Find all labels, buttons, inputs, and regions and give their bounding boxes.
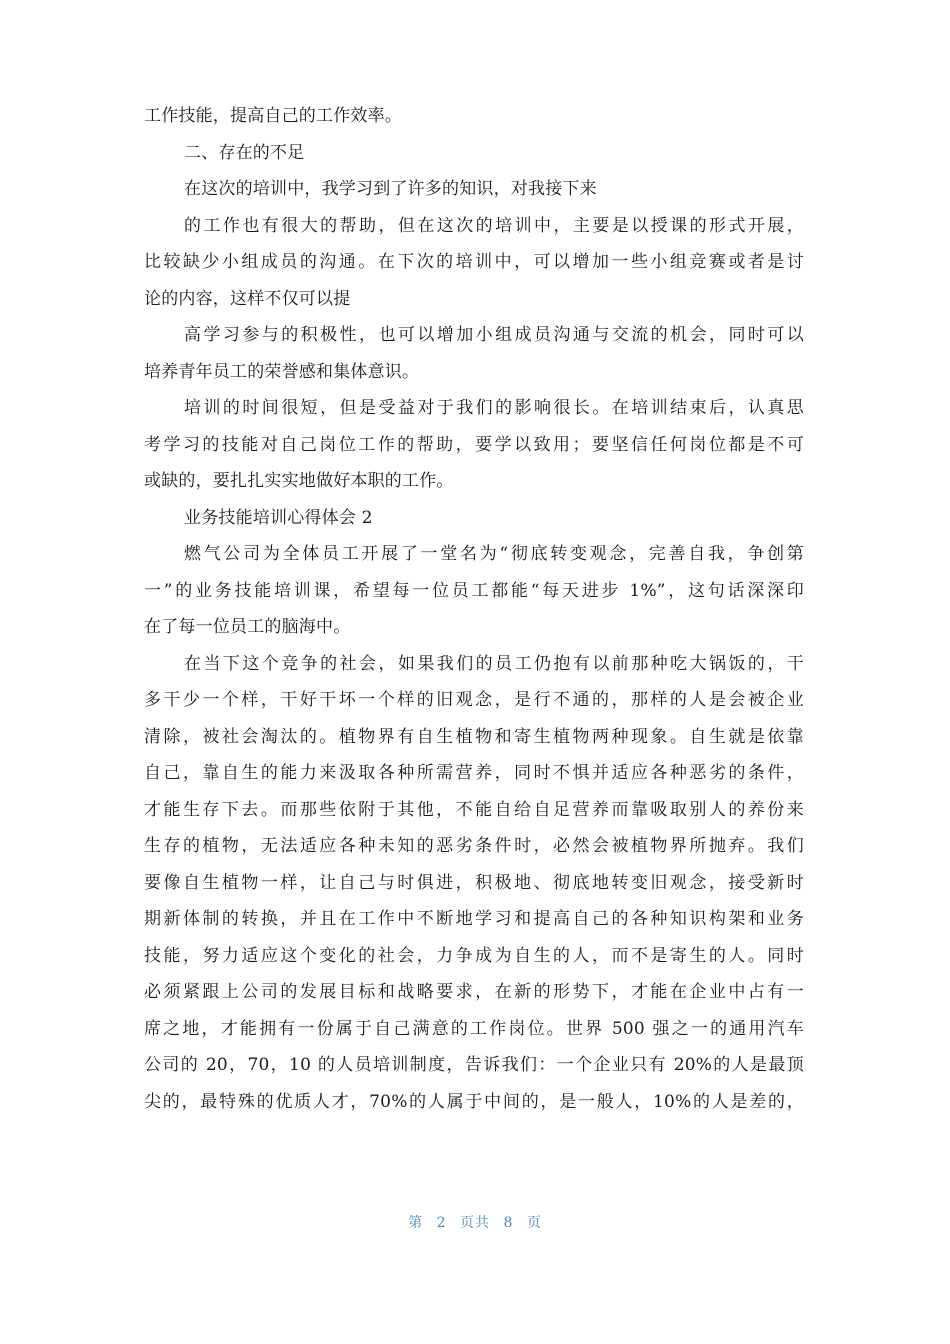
footer-middle: 页共: [460, 1215, 490, 1231]
text-line: 的工作也有很大的帮助，但在这次的培训中，主要是以授课的形式开展，: [184, 215, 804, 236]
text-line: 论的内容，这样不仅可以提: [144, 288, 351, 309]
text-line: 业务技能培训心得体会 2: [184, 507, 373, 528]
text-line: 要像自生植物一样，让自己与时俱进，积极地、彻底地转变旧观念，接受新时: [144, 872, 804, 893]
text-line: 或缺的，要扎扎实实地做好本职的工作。: [144, 471, 454, 491]
text-line: 培训的时间很短，但是受益对于我们的影响很长。在培训结束后，认真思: [184, 398, 804, 418]
text-line: 一”的业务技能培训课，希望每一位员工都能“每天进步 1%”，这句话深深印: [144, 580, 804, 601]
text-line: 比较缺少小组成员的沟通。在下次的培训中，可以增加一些小组竞赛或者是讨: [144, 252, 804, 272]
text-line: 在当下这个竞争的社会，如果我们的员工仍抱有以前那种吃大锅饭的，干: [184, 653, 804, 674]
footer-suffix: 页: [526, 1215, 542, 1231]
text-line: 二、存在的不足: [184, 142, 305, 163]
document-body: [144, 98, 804, 1120]
footer-total-pages: 8: [503, 1215, 514, 1231]
text-line: 在这次的培训中，我学习到了许多的知识，对我接下来: [184, 179, 597, 199]
text-line: 燃气公司为全体员工开展了一堂名为“彻底转变观念，完善自我，争创第: [184, 544, 804, 564]
text-line: 考学习的技能对自己岗位工作的帮助，要学以致用；要坚信任何岗位都是不可: [144, 434, 804, 455]
text-line: 在了每一位员工的脑海中。: [144, 617, 351, 637]
text-line: 清除，被社会淘汰的。植物界有自生植物和寄生植物两种现象。自生就是依靠: [144, 726, 804, 747]
footer-current-page: 2: [436, 1215, 447, 1231]
text-line: 才能生存下去。而那些依附于其他，不能自给自足营养而靠吸取别人的养份来: [144, 799, 804, 820]
text-line: 培养青年员工的荣誉感和集体意识。: [144, 361, 420, 382]
text-line: 技能，努力适应这个变化的社会，力争成为自生的人，而不是寄生的人。同时: [144, 945, 804, 966]
text-line: 必须紧跟上公司的发展目标和战略要求，在新的形势下，才能在企业中占有一: [144, 982, 804, 1002]
page-footer: [0, 1212, 950, 1232]
text-line: 尖的，最特殊的优质人才，70%的人属于中间的，是一般人，10%的人是差的，: [144, 1091, 804, 1112]
text-line: 生存的植物，无法适应各种未知的恶劣条件时，必然会被植物界所抛弃。我们: [144, 836, 804, 856]
text-line: 公司的 20，70，10 的人员培训制度，告诉我们：一个企业只有 20%的人是最顶: [144, 1055, 804, 1075]
text-line: 多干少一个样，干好干坏一个样的旧观念，是行不通的，那样的人是会被企业: [144, 690, 804, 710]
text-line: 自己，靠自生的能力来汲取各种所需营养，同时不惧并适应各种恶劣的条件，: [144, 763, 804, 783]
text-line: 席之地，才能拥有一份属于自己满意的工作岗位。世界 500 强之一的通用汽车: [144, 1018, 804, 1039]
text-line: 期新体制的转换，并且在工作中不断地学习和提高自己的各种知识构架和业务: [144, 909, 804, 929]
footer-prefix: 第: [408, 1215, 424, 1231]
text-line: 工作技能，提高自己的工作效率。: [144, 106, 402, 126]
text-line: 高学习参与的积极性，也可以增加小组成员沟通与交流的机会，同时可以: [184, 325, 804, 345]
